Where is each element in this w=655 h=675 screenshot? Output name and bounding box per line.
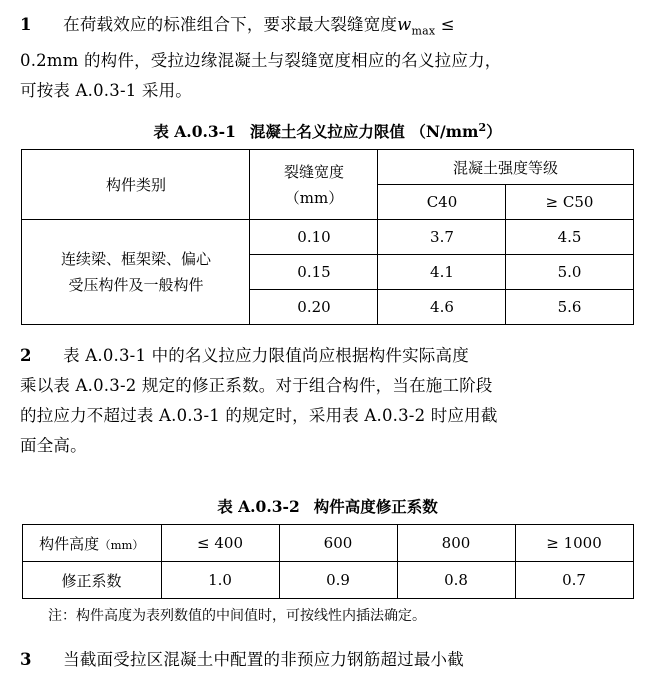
- table-2-row-label-height: [22, 525, 161, 562]
- table-1-cell-width-0: 0.10: [250, 220, 378, 255]
- table-2-cell-factor-3: 0.7: [515, 562, 633, 599]
- table-2-cell-height-3: ≥ 1000: [515, 525, 633, 562]
- table-1-cell-c50-1: 5.0: [506, 255, 633, 290]
- table-2-row-label-height-unit: （mm）: [99, 537, 144, 552]
- paragraph-1-operator: ≤: [440, 15, 455, 34]
- table-member-height-correction-factor: [22, 524, 634, 599]
- table-2-cell-factor-0: 1.0: [161, 562, 279, 599]
- paragraph-3-line1: 当截面受拉区混凝土中配置的非预应力钢筋超过最小截: [63, 650, 464, 670]
- table-1-header-c40: C40: [378, 185, 506, 220]
- paragraph-1: [0, 10, 655, 106]
- spacer-before-paragraph-3: [0, 625, 655, 645]
- table-2-note-text: 构件高度为表列数值的中间值时，可按线性内插法确定。: [76, 608, 426, 625]
- paragraph-1-line2: 0.2mm 的构件，受拉边缘混凝土与裂缝宽度相应的名义拉应力，: [20, 51, 502, 71]
- table-1-row-label-line2: 受压构件及一般构件: [68, 276, 204, 295]
- table-1-cell-c40-2: 4.6: [378, 290, 506, 325]
- table-concrete-nominal-tensile-stress: [21, 149, 633, 325]
- table-1-header-category: 构件类别: [22, 150, 250, 220]
- table-1-caption-label: 表 A.0.3-1: [153, 122, 236, 142]
- paragraph-2: [0, 341, 655, 461]
- table-1-header-c50: ≥ C50: [506, 185, 633, 220]
- spacer-after-table-1: [0, 325, 655, 341]
- paragraph-1-line3: 可按表 A.0.3-1 采用。: [20, 81, 192, 101]
- table-row: [22, 562, 633, 599]
- table-2-cell-height-1: 600: [279, 525, 397, 562]
- table-1-cell-c50-0: 4.5: [506, 220, 633, 255]
- table-1-header-crack-width-unit: （mm）: [284, 188, 344, 207]
- table-1-caption-unit-open: （N/mm: [410, 122, 479, 142]
- table-1-header-concrete-grade: 混凝土强度等级: [378, 150, 633, 185]
- table-2-caption-label: 表 A.0.3-2: [217, 497, 300, 517]
- paragraph-2-number: 2: [20, 346, 32, 366]
- table-1-header-crack-width-line1: 裂缝宽度: [283, 162, 344, 181]
- table-2-cell-height-0: ≤ 400: [161, 525, 279, 562]
- paragraph-1-variable-w: w: [397, 15, 412, 34]
- table-2-row-label-height-text: 构件高度: [39, 534, 100, 553]
- table-2-row-label-factor: 修正系数: [22, 562, 161, 599]
- paragraph-1-variable-subscript: max: [411, 24, 436, 38]
- paragraph-2-line3: 的拉应力不超过表 A.0.3-1 的规定时，采用表 A.0.3-2 时应用截: [20, 406, 498, 426]
- table-2-note: [0, 605, 655, 625]
- top-spacer: [0, 0, 655, 10]
- table-1-header-crack-width: [250, 150, 378, 220]
- table-1-row-label-member-type: [22, 220, 250, 325]
- table-2-note-label: 注：: [48, 608, 76, 625]
- paragraph-3: [0, 645, 655, 675]
- table-1-caption: [0, 120, 655, 142]
- paragraph-2-line1: 表 A.0.3-1 中的名义拉应力限值尚应根据构件实际高度: [63, 346, 469, 366]
- table-1-caption-unit-exponent: 2: [478, 121, 487, 135]
- table-row: [22, 150, 633, 185]
- table-row: [22, 525, 633, 562]
- table-1-cell-width-1: 0.15: [250, 255, 378, 290]
- table-2-cell-factor-2: 0.8: [397, 562, 515, 599]
- paragraph-2-line2: 乘以表 A.0.3-2 规定的修正系数。对于组合构件，当在施工阶段: [20, 376, 493, 396]
- table-1-cell-c50-2: 5.6: [506, 290, 633, 325]
- table-2-cell-height-2: 800: [397, 525, 515, 562]
- paragraph-3-number: 3: [20, 650, 32, 670]
- table-1-cell-c40-0: 3.7: [378, 220, 506, 255]
- paragraph-1-number: 1: [20, 15, 32, 34]
- table-row: [22, 220, 633, 255]
- table-1-caption-title: 混凝土名义拉应力限值: [249, 122, 405, 142]
- table-2-caption-title: 构件高度修正系数: [313, 497, 438, 517]
- table-1-caption-unit-close: ）: [486, 122, 502, 142]
- spacer-before-table-2: [0, 461, 655, 481]
- table-1-row-label-line1: 连续梁、框架梁、偏心: [60, 250, 211, 269]
- table-2-caption: [0, 495, 655, 517]
- table-2-cell-factor-1: 0.9: [279, 562, 397, 599]
- table-1-cell-width-2: 0.20: [250, 290, 378, 325]
- paragraph-1-line1-text: 在荷载效应的标准组合下，要求最大裂缝宽度: [63, 15, 398, 34]
- table-1-cell-c40-1: 4.1: [378, 255, 506, 290]
- paragraph-2-line4: 面全高。: [20, 436, 87, 456]
